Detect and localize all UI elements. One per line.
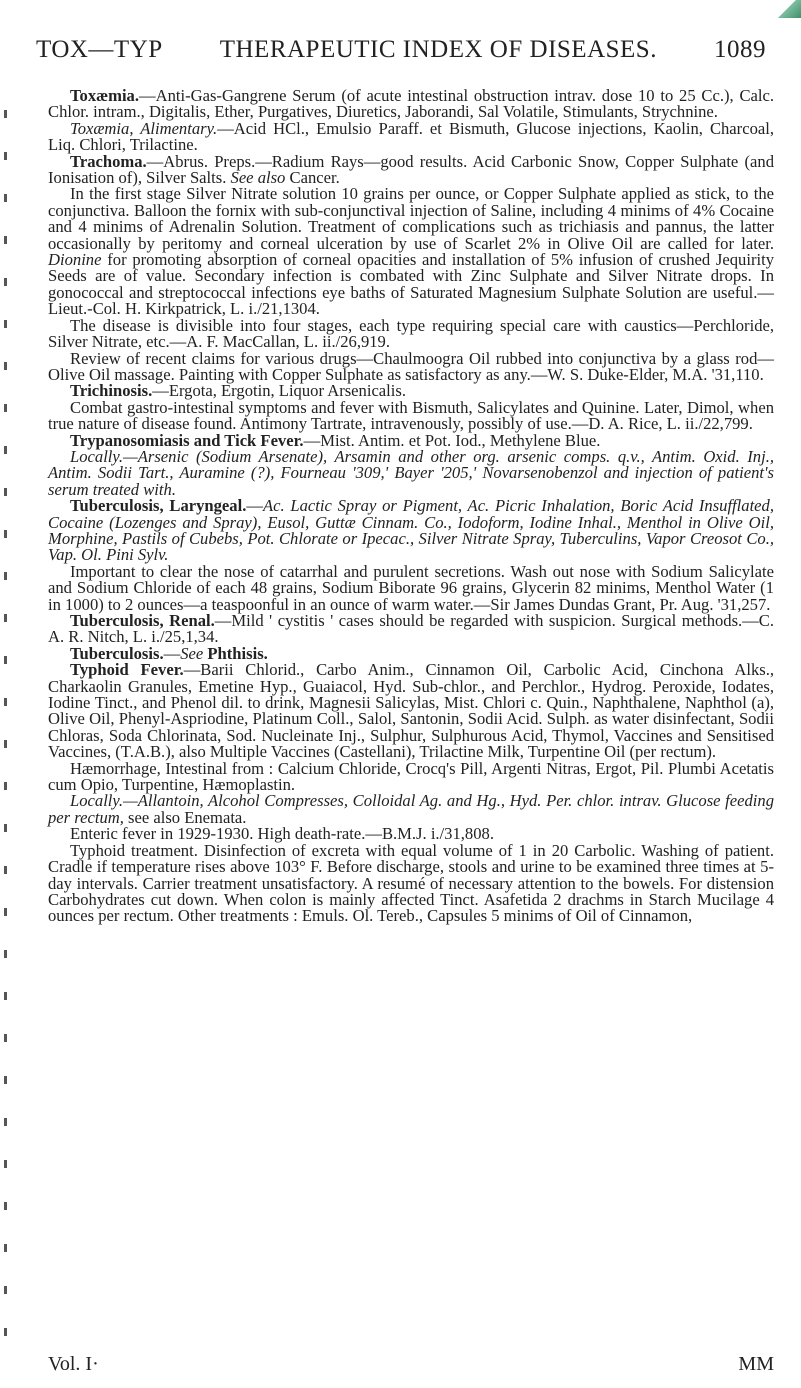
margin-mark: [4, 1118, 7, 1126]
margin-mark: [4, 614, 7, 622]
header-range: TOX—TYP: [36, 36, 163, 63]
index-paragraph: [48, 118, 774, 155]
page-number: 1089: [714, 36, 766, 63]
index-paragraph: [48, 348, 774, 384]
entry-heading: Trypanosomiasis and Tick Fever.: [70, 430, 304, 450]
margin-mark: [4, 740, 7, 748]
margin-mark: [4, 698, 7, 706]
paragraph-text: for promoting absorption of corneal opacities and installation of 5% infusion of crushed Jequirity Seeds are of value. Secondary infection is combated with Zinc Sulphate and Silver Nitrate drops. In gonococcal and streptococcal infections eye baths of Saturated Magnesium Sulphate Solution are useful.—Lieut.-Col. H. Kirkpatrick, L. i./21,1304.: [48, 250, 774, 319]
paragraph-text: The disease is divisible into four stages, each type requiring special care with caustics—Perchloride, Silver Nitrate, etc.—A. F. MacCallan, L. ii./26,919.: [48, 315, 774, 352]
running-header: [36, 36, 766, 76]
entry-heading: Toxæmia.: [70, 86, 139, 105]
entry-heading: Typhoid Fever.: [70, 660, 184, 680]
signature-mark: MM: [738, 1353, 774, 1375]
paragraph-text: see also Enemata.: [123, 807, 247, 827]
index-paragraph: [48, 88, 774, 121]
margin-mark: [4, 404, 7, 412]
margin-mark: [4, 362, 7, 370]
margin-mark: [4, 1076, 7, 1084]
entry-heading: Phthisis.: [207, 643, 268, 663]
margin-mark: [4, 530, 7, 538]
paragraph-text: Important to clear the nose of catarrhal and purulent secretions. Wash out nose with Sodium Salicylate and Sodium Chloride of each 48 grains, Sodium Biborate 96 grains, Glycerin 82 minims, Menthol Water (1 in 1000) to 2 ounces—a teaspoonful in an ounce of warm water.—Sir James Dundas Grant, Pr. Aug. '31,257.: [48, 561, 774, 614]
paragraph-text: —Acid HCl., Emulsio Paraff. et Bismuth, Glucose injections, Kaolin, Charcoal, Liq. Chlori, Trilactine.: [48, 118, 774, 155]
paragraph-text: —: [163, 643, 181, 663]
italic-text: Locally.—Allantoin, Alcohol Compresses, Colloidal Ag. and Hg., Hyd. Per. chlor. intrav. Glucose feeding per rectum,: [48, 791, 774, 827]
margin-mark: [4, 1244, 7, 1252]
italic-text: Ac. Lactic Spray or Pigment, Ac. Picric Inhalation, Boric Acid Insufflated, Cocaine (Lozenges and Spray), Eusol, Guttæ Cinnam. Co., Iodoform, Iodine Inhal., Menthol in Olive Oil, Morphine, Pastils of Cubebs, Pot. Chlorate or Ipecac., Silver Nitrate Spray, Tuberculins, Vapor Creosot Co., Vap. Ol. Pini Sylv.: [48, 496, 774, 565]
paragraph-text: Typhoid treatment. Disinfection of excreta with equal volume of 1 in 20 Carbolic. Washing of patient. Cradle if temperature rises above 103° F. Before discharge, stools and urine to be examined three times at 5-day intervals. Carrier treatment unsatisfactory. A resumé of necessary attention to the bowels. For distension Carbohydrates cut down. When colon is mainly affected Tinct. Asafetida 2 drachms in Starch Mucilage 4 ounces per rectum. Other treatments : Emuls. Ol. Tereb., Capsules 5 minims of Oil of Cinnamon,: [48, 840, 774, 926]
margin-mark: [4, 908, 7, 916]
index-paragraph: [48, 561, 774, 614]
margin-mark: [4, 866, 7, 874]
margin-mark: [4, 110, 7, 118]
page-corner-mark: [767, 0, 801, 18]
index-paragraph: [48, 315, 774, 352]
italic-text: See: [180, 643, 204, 663]
paragraph-text: —: [246, 496, 263, 516]
paragraph-text: Hæmorrhage, Intestinal from : Calcium Chloride, Crocq's Pill, Argenti Nitras, Ergot, Pil. Plumbi Acetatis cum Opio, Turpentine, Hæmoplastin.: [48, 758, 774, 795]
paragraph-text: Combat gastro-intestinal symptoms and fever with Bismuth, Salicylates and Quinine. Later, Dimol, when true nature of disease found. Antimony Tartrate, intravenously, possibly of use.—D. A. Rice, L. ii./22,799.: [48, 397, 774, 434]
entry-heading: Trachoma.: [70, 151, 147, 171]
margin-mark: [4, 488, 7, 496]
paragraph-text: Review of recent claims for various drugs—Chaulmoogra Oil rubbed into conjunctiva by a glass rod—Olive Oil massage. Painting with Copper Sulphate as satisfactory as any.—W. S. Duke-Elder, M.A. '31,110.: [48, 348, 774, 384]
index-paragraph: [48, 446, 774, 499]
index-body: [48, 88, 774, 925]
entry-heading: Tuberculosis, Laryngeal.: [70, 496, 247, 516]
paragraph-text: —Barii Chlorid., Carbo Anim., Cinnamon Oil, Carbolic Acid, Cinchona Alks., Charkaolin Granules, Emetine Hyp., Guaiacol, Hyd. Sub-chlor., and Perchlor., Hydrog. Peroxide, Iodates, Iodine Tinct., and Phenol dil. to drink, Magnesii Salicylas, Mist. Chlori c. Quin., Naphthalene, Naphthol (a), Olive Oil, Phenyl-Aspriodine, Platinum Coll., Salol, Santonin, Sodii Acid. Sulph. as water disinfectant, Sodii Chloras, Soda Chlorinata, Sod. Nucleinate Inj., Sulphur, Sulphurous Acid, Thymol, Vaccines and Sensitised Vaccines, (T.A.B.), also Multiple Vaccines (Castellani), Trilactine Milk, Turpentine Oil (per rectum).: [48, 660, 774, 762]
volume-label: Vol. I·: [48, 1353, 99, 1375]
entry-heading: Tuberculosis.: [70, 643, 164, 663]
margin-mark: [4, 320, 7, 328]
left-margin-marks: [0, 100, 18, 1380]
index-paragraph: [48, 793, 774, 826]
margin-mark: [4, 572, 7, 580]
index-paragraph: [48, 151, 774, 188]
index-paragraph: [48, 840, 774, 926]
index-paragraph: [48, 186, 774, 317]
italic-text: See also: [230, 168, 286, 188]
margin-mark: [4, 1328, 7, 1336]
paragraph-text: —Mist. Antim. et Pot. Iod., Methylene Blue.: [303, 430, 601, 450]
entry-heading: Tuberculosis, Renal.: [70, 611, 215, 630]
margin-mark: [4, 152, 7, 160]
margin-mark: [4, 236, 7, 244]
italic-text: Toxæmia, Alimentary.: [70, 118, 218, 138]
margin-mark: [4, 992, 7, 1000]
page-footer: [48, 1353, 774, 1376]
margin-mark: [4, 950, 7, 958]
italic-text: Dionine: [48, 250, 102, 270]
margin-mark: [4, 278, 7, 286]
paragraph-text: —Ergota, Ergotin, Liquor Arsenicalis.: [152, 381, 407, 401]
entry-heading: Trichinosis.: [70, 381, 153, 401]
margin-mark: [4, 1160, 7, 1168]
margin-mark: [4, 194, 7, 202]
margin-mark: [4, 1034, 7, 1042]
margin-mark: [4, 1202, 7, 1210]
margin-mark: [4, 656, 7, 664]
index-paragraph: [48, 613, 774, 646]
paragraph-text: In the first stage Silver Nitrate solution 10 grains per ounce, or Copper Sulphate applied as stick, to the conjunctiva. Balloon the fornix with sub-conjunctival injection of Saline, including 4 minims of 4% Cocaine and 4 minims of Adrenalin Solution. Treatment of complications such as trichiasis and pannus, the latter occasionally by peritomy and corneal ulceration by use of Scarlet 2% in Olive Oil are called for later.: [48, 184, 774, 253]
paragraph-text: —Anti-Gas-Gangrene Serum (of acute intestinal obstruction intrav. dose 10 to 25 Cc.), Calc. Chlor. intram., Digitalis, Ether, Purgatives, Diuretics, Jaborandi, Sal Volatile, Stimulants, Strychnine.: [48, 86, 774, 122]
paragraph-text: —Mild ' cystitis ' cases should be regarded with suspicion. Surgical methods.—C. A. R. Nitch, L. i./25,1,34.: [48, 611, 774, 647]
margin-mark: [4, 824, 7, 832]
header-title: THERAPEUTIC INDEX OF DISEASES.: [219, 36, 657, 63]
index-paragraph: [48, 758, 774, 795]
index-paragraph: [48, 498, 774, 564]
margin-mark: [4, 1286, 7, 1294]
margin-mark: [4, 446, 7, 454]
paragraph-text: Enteric fever in 1929-1930. High death-rate.—B.M.J. i./31,808.: [70, 824, 494, 844]
paragraph-text: Cancer.: [285, 168, 340, 188]
italic-text: Locally.—Arsenic (Sodium Arsenate), Arsamin and other org. arsenic comps. q.v., Antim. Oxid. Inj., Antim. Sodii Tart., Auramine (?), Fourneau '309,' Bayer '205,' Novarsenobenzol and injection of patient's serum treated with.: [48, 446, 774, 499]
paragraph-text: —Abrus. Preps.—Radium Rays—good results. Acid Carbonic Snow, Copper Sulphate (and Ionisation of), Silver Salts.: [48, 151, 774, 188]
index-paragraph: [48, 662, 774, 760]
margin-mark: [4, 782, 7, 790]
index-paragraph: [48, 397, 774, 434]
